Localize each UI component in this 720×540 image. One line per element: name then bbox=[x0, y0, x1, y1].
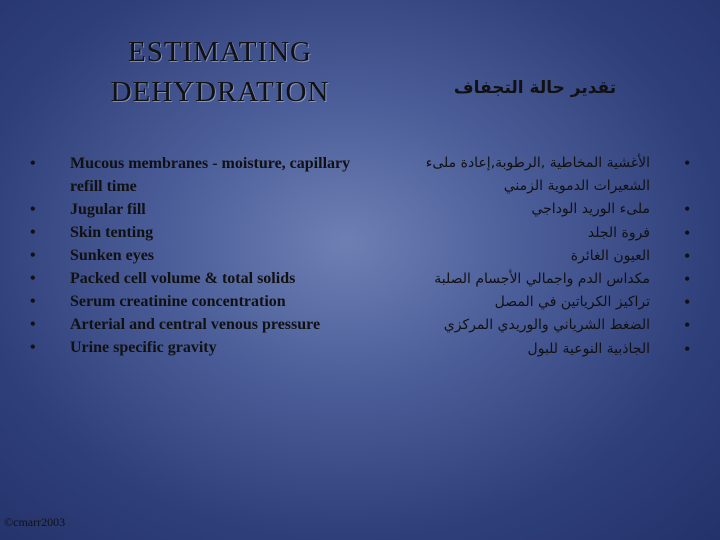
list-item bbox=[30, 244, 360, 267]
list-item bbox=[368, 338, 690, 361]
list-item bbox=[30, 290, 360, 313]
bullet-icon: • bbox=[30, 270, 36, 287]
bullet-icon: • bbox=[30, 339, 36, 356]
bullet-text: مكداس الدم واجمالي الأجسام الصلبة bbox=[434, 271, 650, 288]
bullet-text: الجاذبية النوعية للبول bbox=[527, 340, 650, 357]
list-item bbox=[30, 221, 360, 244]
list-item bbox=[368, 222, 690, 245]
bullet-icon: • bbox=[684, 155, 690, 172]
bullet-text: Skin tenting bbox=[70, 224, 154, 241]
bullet-icon: • bbox=[684, 294, 690, 312]
bullet-icon: • bbox=[684, 224, 690, 242]
list-item bbox=[30, 336, 360, 359]
list-item bbox=[30, 313, 360, 336]
list-item bbox=[368, 291, 690, 314]
bullet-text: ملىء الوريد الوداجي bbox=[531, 201, 650, 218]
bullet-icon: • bbox=[30, 155, 36, 172]
bullet-text: فروة الجلد bbox=[587, 224, 650, 241]
bullet-icon: • bbox=[30, 224, 36, 241]
bullet-list-english bbox=[30, 152, 360, 359]
bullet-text: الأغشية المخاطية ,الرطوبة,إعادة ملىء الشعيرات الدموية الزمني bbox=[425, 155, 650, 195]
list-item bbox=[368, 152, 690, 198]
bullet-icon: • bbox=[30, 316, 36, 333]
list-item bbox=[368, 268, 690, 291]
bullet-icon: • bbox=[684, 317, 690, 335]
bullet-list-arabic bbox=[368, 152, 690, 361]
bullet-text: Mucous membranes - moisture, capillary refill time bbox=[70, 155, 351, 195]
bullet-icon: • bbox=[684, 340, 690, 358]
slide-title-english: ESTIMATING DEHYDRATION bbox=[110, 36, 330, 108]
list-item bbox=[30, 267, 360, 290]
bullet-icon: • bbox=[30, 201, 36, 218]
list-item bbox=[30, 152, 360, 198]
bullet-text: Arterial and central venous pressure bbox=[70, 316, 321, 333]
bullet-text: العيون الغائرة bbox=[570, 247, 650, 264]
bullet-text: تراكيز الكرياتين في المصل bbox=[494, 294, 650, 311]
bullet-text: Serum creatinine concentration bbox=[70, 293, 286, 310]
copyright-notice: ©cmarr2003 bbox=[4, 515, 66, 529]
list-item bbox=[368, 314, 690, 337]
bullet-text: Urine specific gravity bbox=[70, 339, 217, 356]
bullet-icon: • bbox=[684, 247, 690, 265]
bullet-icon: • bbox=[30, 293, 36, 310]
bullet-text: Jugular fill bbox=[70, 201, 146, 218]
bullet-text: Sunken eyes bbox=[70, 247, 155, 264]
bullet-icon: • bbox=[684, 271, 690, 289]
list-item bbox=[368, 198, 690, 221]
bullet-icon: • bbox=[684, 201, 690, 219]
bullet-text: الضغط الشرياني والوريدي المركزي bbox=[443, 317, 650, 334]
bullet-icon: • bbox=[30, 247, 36, 264]
list-item bbox=[30, 198, 360, 221]
slide-title-arabic: تقدير حالة التجفاف bbox=[453, 78, 617, 98]
bullet-text: Packed cell volume & total solids bbox=[70, 270, 296, 287]
list-item bbox=[368, 245, 690, 268]
